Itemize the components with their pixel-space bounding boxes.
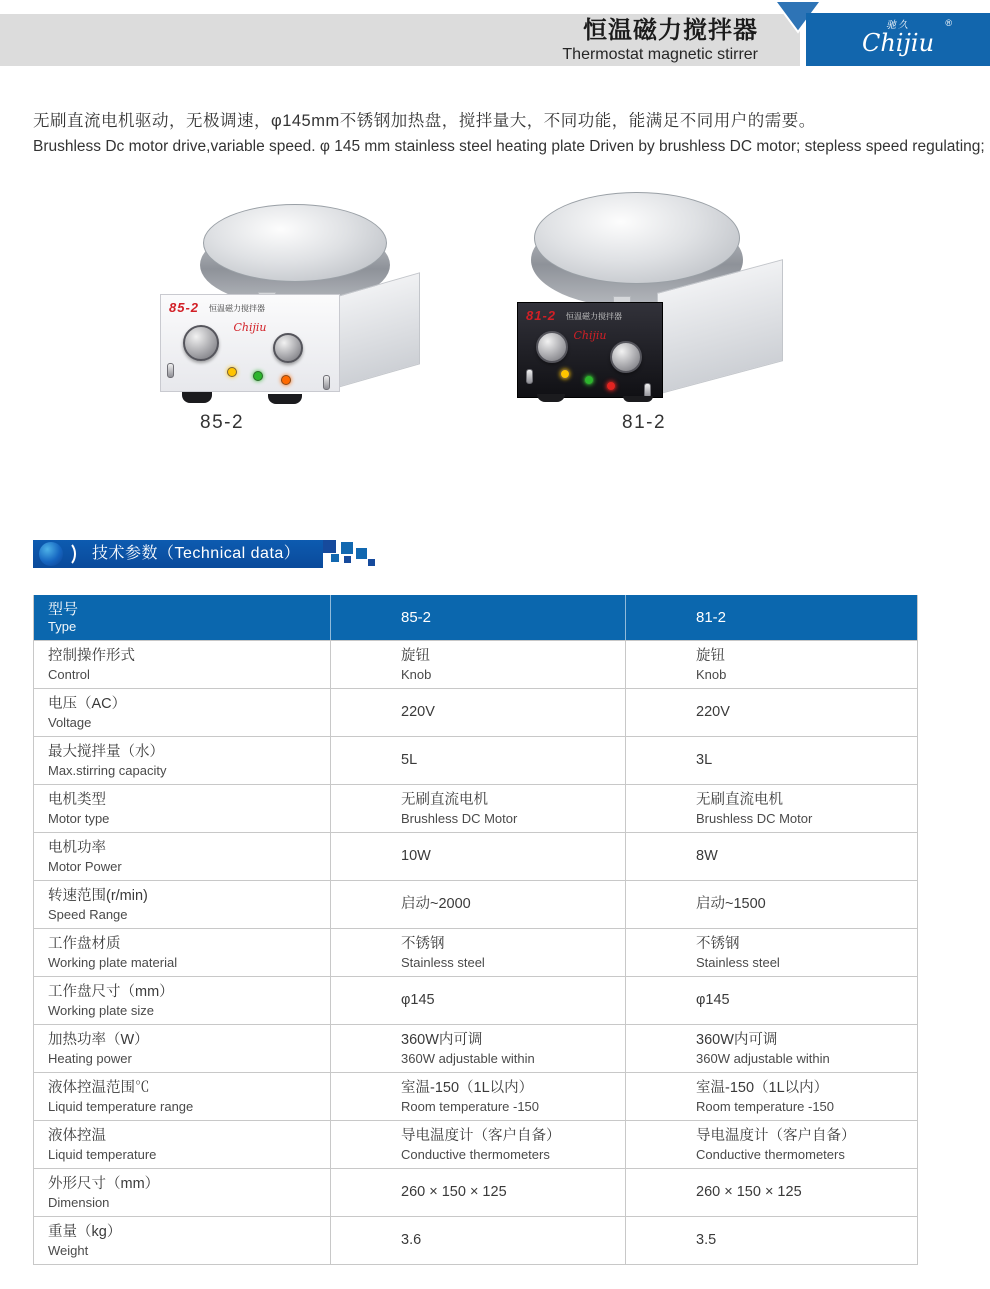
spec-label: 电机功率 Motor Power bbox=[48, 839, 122, 874]
device-foot bbox=[182, 392, 212, 403]
brand-logo bbox=[806, 13, 990, 66]
spec-value-85-2: 室温-150（1L以内） Room temperature -150 bbox=[330, 1073, 625, 1120]
spec-label: 外形尺寸（mm） Dimension bbox=[48, 1175, 160, 1210]
spec-value-81-2: φ145 bbox=[625, 977, 917, 1024]
table-row bbox=[34, 1168, 917, 1216]
table-header-type: 型号 Type bbox=[48, 600, 79, 634]
table-row bbox=[34, 1072, 917, 1120]
table-header-row bbox=[34, 595, 917, 640]
device-foot bbox=[268, 394, 302, 404]
heat-switch bbox=[323, 375, 330, 390]
panel-model-label: 81-2 bbox=[526, 308, 557, 323]
spec-value-85-2: 360W内可调 360W adjustable within bbox=[330, 1025, 625, 1072]
panel-title-label: 恒温磁力搅拌器 bbox=[209, 304, 265, 313]
intro-text-zh: 无刷直流电机驱动，无极调速，φ145mm不锈钢加热盘，搅拌量大，不同功能，能满足不同用户的需要。 bbox=[33, 112, 816, 130]
product-caption-85-2: 85-2 bbox=[200, 412, 245, 433]
panel-title-label: 恒温磁力搅拌器 bbox=[566, 312, 622, 321]
power-switch bbox=[167, 363, 174, 378]
pixel-decoration bbox=[331, 554, 339, 562]
indicator-light-yellow bbox=[227, 367, 237, 377]
table-row bbox=[34, 976, 917, 1024]
device-foot bbox=[623, 396, 653, 402]
spec-value-85-2: 220V bbox=[330, 689, 625, 736]
table-row bbox=[34, 1024, 917, 1072]
table-row bbox=[34, 880, 917, 928]
section-title: 技术参数（Technical data） bbox=[92, 545, 301, 562]
spec-value-85-2: 不锈钢 Stainless steel bbox=[330, 929, 625, 976]
panel-brand-label: Chijiu bbox=[233, 321, 267, 334]
spec-value-81-2: 220V bbox=[625, 689, 917, 736]
intro-text-en: Brushless Dc motor drive,variable speed. φ 145 mm stainless steel heating plate Driven by brushless DC motor; stepless speed regulating; bbox=[33, 138, 985, 155]
spec-value-81-2: 室温-150（1L以内） Room temperature -150 bbox=[625, 1073, 917, 1120]
indicator-light-green bbox=[584, 375, 594, 385]
spec-value-81-2: 3L bbox=[625, 737, 917, 784]
technical-data-table bbox=[33, 595, 918, 1265]
table-row bbox=[34, 640, 917, 688]
spec-label: 电机类型 Motor type bbox=[48, 791, 110, 826]
pixel-decoration bbox=[368, 559, 375, 566]
table-header-85-2: 85-2 bbox=[330, 595, 625, 640]
indicator-light-red bbox=[606, 381, 616, 391]
spec-label: 控制操作形式 Control bbox=[48, 647, 135, 682]
table-header-81-2: 81-2 bbox=[625, 595, 917, 640]
spec-label: 最大搅拌量（水） Max.stirring capacity bbox=[48, 743, 167, 778]
spec-value-85-2: 10W bbox=[330, 833, 625, 880]
page-title-en: Thermostat magnetic stirrer bbox=[562, 46, 758, 63]
device-front-panel bbox=[517, 302, 663, 398]
heating-plate bbox=[534, 192, 740, 284]
table-row bbox=[34, 736, 917, 784]
brand-logo-script: Chijiu bbox=[861, 29, 935, 57]
spec-value-85-2: 导电温度计（客户自备） Conductive thermometers bbox=[330, 1121, 625, 1168]
spec-value-85-2: 5L bbox=[330, 737, 625, 784]
registered-mark: ® bbox=[945, 18, 952, 28]
product-caption-81-2: 81-2 bbox=[622, 412, 667, 433]
spec-value-85-2: 无刷直流电机 Brushless DC Motor bbox=[330, 785, 625, 832]
pixel-decoration bbox=[356, 548, 367, 559]
panel-brand-label: Chijiu bbox=[573, 329, 607, 342]
table-row bbox=[34, 1216, 917, 1264]
table-row bbox=[34, 928, 917, 976]
spec-value-81-2: 导电温度计（客户自备） Conductive thermometers bbox=[625, 1121, 917, 1168]
brand-logo-zh: 驰久 bbox=[886, 20, 910, 31]
spec-value-85-2: φ145 bbox=[330, 977, 625, 1024]
spec-label: 电压（AC） Voltage bbox=[48, 695, 127, 730]
temperature-knob bbox=[610, 341, 642, 373]
spec-value-81-2: 360W内可调 360W adjustable within bbox=[625, 1025, 917, 1072]
table-row bbox=[34, 832, 917, 880]
spec-value-85-2: 旋钮 Knob bbox=[330, 641, 625, 688]
pixel-decoration bbox=[323, 540, 336, 553]
spec-value-81-2: 不锈钢 Stainless steel bbox=[625, 929, 917, 976]
table-row bbox=[34, 1120, 917, 1168]
indicator-light-green bbox=[253, 371, 263, 381]
table-row bbox=[34, 688, 917, 736]
spec-value-81-2: 启动~1500 bbox=[625, 881, 917, 928]
spec-value-85-2: 启动~2000 bbox=[330, 881, 625, 928]
spec-value-85-2: 3.6 bbox=[330, 1217, 625, 1264]
spec-label: 重量（kg） Weight bbox=[48, 1223, 122, 1258]
temperature-knob bbox=[273, 333, 303, 363]
spec-value-85-2: 260 × 150 × 125 bbox=[330, 1169, 625, 1216]
pixel-decoration bbox=[344, 556, 351, 563]
header-bar bbox=[0, 14, 800, 66]
spec-label: 工作盘尺寸（mm） Working plate size bbox=[48, 983, 174, 1018]
pixel-decoration bbox=[341, 542, 353, 554]
heating-plate bbox=[203, 204, 387, 282]
table-row bbox=[34, 784, 917, 832]
spec-label: 液体控温范围℃ Liquid temperature range bbox=[48, 1079, 194, 1114]
product-photo-85-2 bbox=[142, 196, 432, 404]
indicator-light-yellow bbox=[560, 369, 570, 379]
spec-label: 工作盘材质 Working plate material bbox=[48, 935, 178, 970]
spec-value-81-2: 旋钮 Knob bbox=[625, 641, 917, 688]
device-front-panel bbox=[160, 294, 340, 392]
speed-knob bbox=[536, 331, 568, 363]
panel-model-label: 85-2 bbox=[169, 300, 200, 315]
product-photo-81-2 bbox=[505, 192, 805, 402]
spec-value-81-2: 260 × 150 × 125 bbox=[625, 1169, 917, 1216]
power-switch bbox=[526, 369, 533, 384]
spec-label: 液体控温 Liquid temperature bbox=[48, 1127, 157, 1162]
page-title bbox=[562, 17, 758, 64]
spec-label: 加热功率（W） Heating power bbox=[48, 1031, 149, 1066]
arc-decoration bbox=[56, 541, 76, 567]
spec-value-81-2: 8W bbox=[625, 833, 917, 880]
page-title-zh: 恒温磁力搅拌器 bbox=[583, 17, 758, 44]
spec-value-81-2: 无刷直流电机 Brushless DC Motor bbox=[625, 785, 917, 832]
speed-knob bbox=[183, 325, 219, 361]
indicator-light-orange bbox=[281, 375, 291, 385]
spec-value-81-2: 3.5 bbox=[625, 1217, 917, 1264]
device-foot bbox=[537, 394, 565, 402]
spec-label: 转速范围(r/min) Speed Range bbox=[48, 887, 148, 922]
